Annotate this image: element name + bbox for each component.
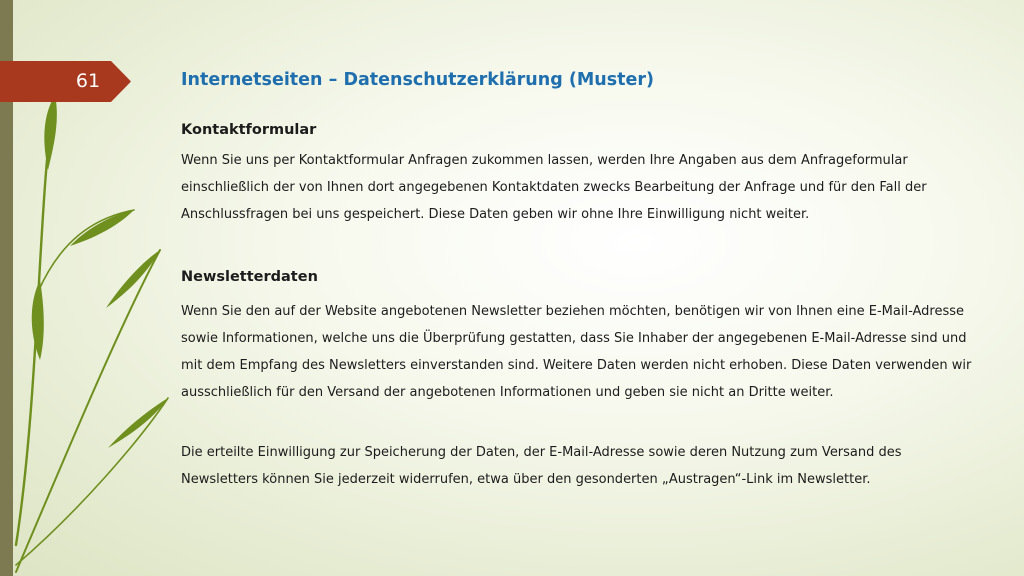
paragraph-newsletter-1: Wenn Sie den auf der Website angebotenen Newsletter beziehen möchten, benötigen wir von Ihnen eine E-Mail-Adresse sowie Informationen, welche uns die Überprüfung gestatten, dass Sie Inhaber der angegebenen E-Mail-Adresse sind und mit dem Empfang des Newsletters einverstanden sind. Weitere Daten werden nicht erhoben. Diese Daten verwenden wir ausschließlich für den Versand der angebotenen Informationen und geben sie nicht an Dritte weiter. [181,304,972,400]
paragraph-kontaktformular: Wenn Sie uns per Kontaktformular Anfragen zukommen lassen, werden Ihre Angaben aus dem Anfrageformular einschließlich der von Ihnen dort angegebenen Kontaktdaten zwecks Bearbeitung der Anfrage und für den Fall der Anschlussfragen bei uns gespeichert. Diese Daten geben wir ohne Ihre Einwilligung nicht weiter. [181,153,927,222]
page-number: 61 [75,70,101,92]
slide-title: Internetseiten – Datenschutzerklärung (Muster) [181,70,654,90]
paragraph-newsletter-2: Die erteilte Einwilligung zur Speicherung der Daten, der E-Mail-Adresse sowie deren Nutzung zum Versand des Newsletters können Sie jederzeit widerrufen, etwa über den gesonderten „Austragen“-Link im Newsletter. [181,445,902,487]
section-heading-newsletterdaten: Newsletterdaten [181,269,318,285]
section-heading-kontaktformular: Kontaktformular [181,122,317,138]
